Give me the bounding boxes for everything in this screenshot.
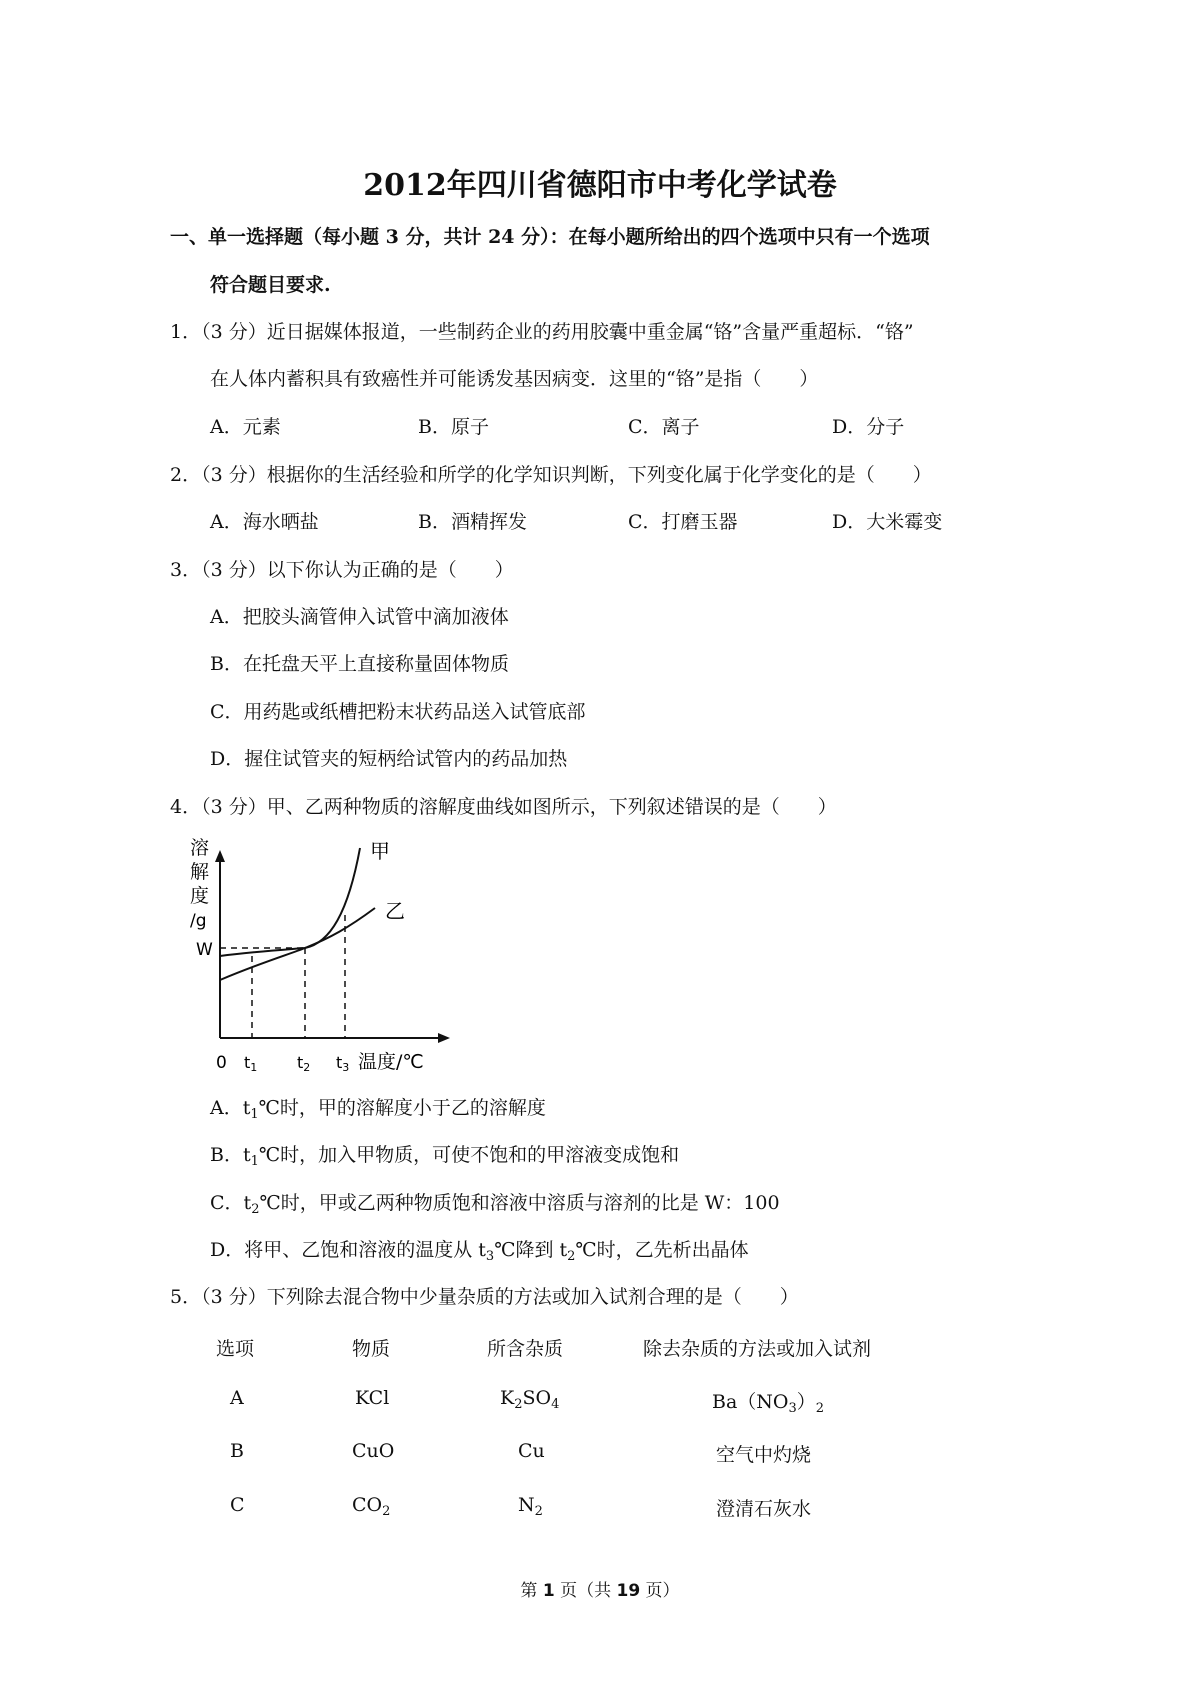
table-row-c-impurity: $N_2$ (518, 1494, 543, 1519)
t3-label: t3 (336, 1053, 350, 1074)
page-title: 2012年四川省德阳市中考化学试卷 (363, 168, 837, 203)
question-3-option-b: B．在托盘天平上直接称量固体物质 (210, 653, 509, 675)
table-row-c-substance: $CO_2$ (352, 1494, 391, 1519)
table-header-method: 除去杂质的方法或加入试剂 (643, 1338, 872, 1360)
table-row-b-substance: CuO (352, 1440, 395, 1462)
guide-lines (220, 915, 345, 1038)
table-row-b-option: B (230, 1440, 244, 1462)
solubility-curve-graph (180, 828, 460, 1080)
question-4-option-b: B．$t_1℃$时，加入甲物质，可使不饱和的甲溶液变成饱和 (210, 1144, 680, 1169)
question-4-option-a: A．$t_1℃$时，甲的溶解度小于乙的溶解度 (210, 1097, 546, 1122)
y-label-2: 解 (190, 861, 210, 883)
table-row-a-impurity: $K_2SO_4$ (500, 1387, 560, 1412)
origin-label: 0 (216, 1053, 227, 1073)
t2-label: t2 (297, 1053, 311, 1074)
table-row-b-method: 空气中灼烧 (716, 1444, 812, 1466)
question-3-option-c: C．用药匙或纸槽把粉末状药品送入试管底部 (210, 701, 586, 723)
question-4-line1: 4．（3 分）甲、乙两种物质的溶解度曲线如图所示，下列叙述错误的是（ ） (170, 796, 837, 818)
question-2-option-a: A．海水晒盐 (210, 511, 319, 533)
y-label-3: 度 (190, 885, 210, 907)
question-3-line1: 3．（3 分）以下你认为正确的是（ ） (170, 559, 514, 581)
table-row-c-method: 澄清石灰水 (716, 1498, 812, 1520)
question-1-line1: 1．（3 分）近日据媒体报道，一些制药企业的药用胶囊中重金属“铬”含量严重超标．“铬” (170, 321, 914, 343)
question-4-option-c: C．$t_2℃$时，甲或乙两种物质饱和溶液中溶质与溶剂的比是 W：100 (210, 1192, 780, 1217)
jia-label: 甲 (370, 839, 390, 863)
table-header-option: 选项 (216, 1338, 255, 1360)
page-footer: 第 1 页（共 19 页） (520, 1581, 680, 1601)
question-1-line2: 在人体内蓄积具有致癌性并可能诱发基因病变．这里的“铬”是指（ ） (210, 368, 819, 390)
table-row-b-impurity: Cu (518, 1440, 545, 1462)
curve-yi (220, 908, 375, 980)
curve-jia (220, 848, 360, 956)
question-2-option-c: C．打磨玉器 (628, 511, 738, 533)
x-axis-arrow (438, 1033, 450, 1043)
y-label-unit: /g (190, 911, 207, 931)
w-label: W (196, 940, 213, 960)
section-heading-line1: 一、单一选择题（每小题 3 分，共计 24 分）：在每小题所给出的四个选项中只有一个选项 (170, 226, 930, 248)
x-axis-label: 温度/℃ (358, 1051, 424, 1073)
section-heading-line2: 符合题目要求. (210, 274, 331, 296)
question-1-option-b: B．原子 (418, 416, 489, 438)
yi-label: 乙 (385, 899, 405, 923)
y-label-1: 溶 (190, 837, 210, 859)
question-3-option-d: D．握住试管夹的短柄给试管内的药品加热 (210, 748, 568, 770)
t1-label: t1 (244, 1053, 258, 1074)
question-2-option-d: D．大米霉变 (832, 511, 943, 533)
question-4-option-d: D．将甲、乙饱和溶液的温度从 $t_3℃$降到 $t_2℃$时，乙先析出晶体 (210, 1239, 749, 1264)
table-row-c-option: C (230, 1494, 245, 1516)
question-1-option-a: A．元素 (210, 416, 281, 438)
question-2-option-b: B．酒精挥发 (418, 511, 527, 533)
y-axis-arrow (215, 850, 225, 862)
question-2-line1: 2．（3 分）根据你的生活经验和所学的化学知识判断，下列变化属于化学变化的是（ ） (170, 464, 932, 486)
question-1-option-c: C．离子 (628, 416, 700, 438)
question-5-line1: 5．（3 分）下列除去混合物中少量杂质的方法或加入试剂合理的是（ ） (170, 1286, 799, 1308)
question-1-option-d: D．分子 (832, 416, 905, 438)
table-row-a-method: $Ba(NO_3)_2$ (712, 1391, 825, 1416)
table-header-substance: 物质 (352, 1338, 391, 1360)
question-3-option-a: A．把胶头滴管伸入试管中滴加液体 (210, 606, 509, 628)
table-row-a-option: A (230, 1387, 244, 1409)
table-row-a-substance: KCl (355, 1387, 390, 1409)
table-header-impurity: 所含杂质 (487, 1338, 564, 1360)
